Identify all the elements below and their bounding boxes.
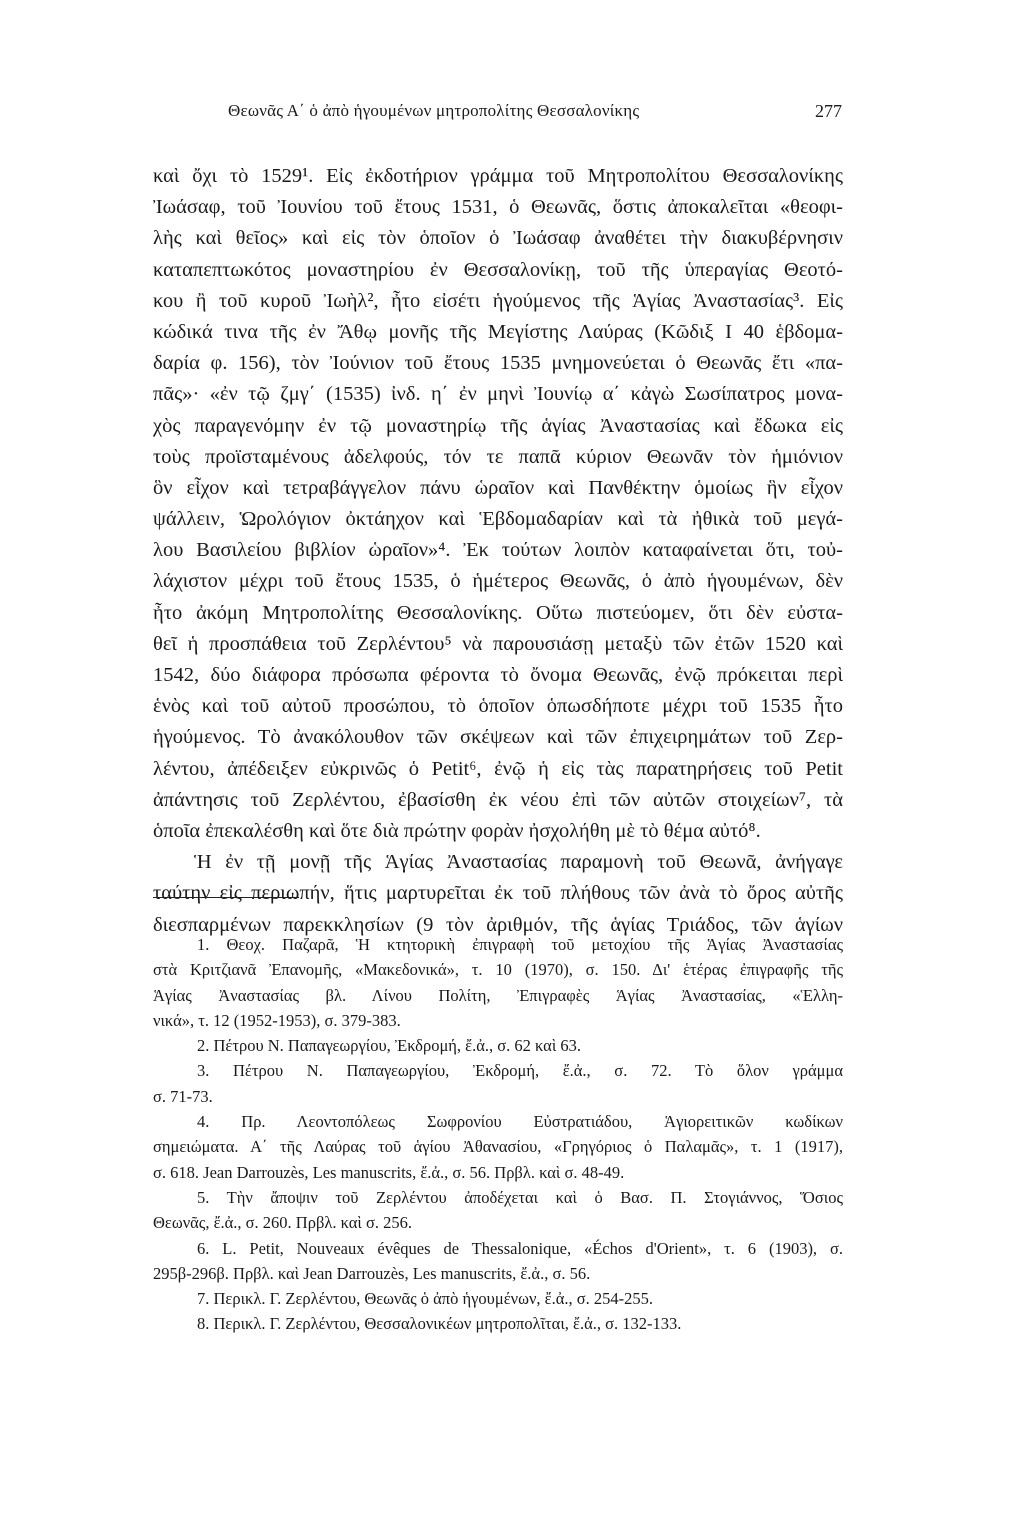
body-line: διεσπαρμένων παρεκκλησίων (9 τὸν ἀριθμόν, τῆς ἁγίας Τριάδος, τῶν ἁγίων [153, 913, 843, 936]
footnote-line: 6. L. Petit, Nouveaux évêques de Thessalonique, «Échos d'Orient», τ. 6 (1903), σ. [197, 1238, 843, 1258]
body-line: πᾶς»· «ἐν τῷ ζμγ΄ (1535) ἰνδ. η΄ ἐν μηνὶ Ἰουνίῳ α΄ κἀγὼ Σωσίπατρος μονα- [153, 383, 843, 406]
footnote-7 [153, 1286, 843, 1311]
footnote-line: 5. Τὴν ἄποψιν τοῦ Ζερλέντου ἀποδέχεται καὶ ὁ Βασ. Π. Στογιάννος, Ὅσιος [197, 1187, 843, 1207]
page-number: 277 [815, 101, 842, 121]
body-line: ἑνὸς καὶ τοῦ αὐτοῦ προσώπου, τὸ ὁποῖον ὁπωσδήποτε μέχρι τοῦ 1535 ἦτο [153, 695, 843, 718]
body-line: λέντου, ἀπέδειξεν εὐκρινῶς ὁ Petit⁶, ἐνῷ ἡ εἰς τὰς παρατηρήσεις τοῦ Petit [153, 757, 843, 780]
footnotes [153, 932, 843, 1337]
body-line: τοὺς προϊσταμένους ἀδελφούς, τόν τε παπᾶ κύριον Θεωνᾶν τὸν ἡμιόνιον [153, 445, 843, 468]
body-line: ταύτην εἰς περιωπήν, ἥτις μαρτυρεῖται ἐκ τοῦ πλήθους τῶν ἀνὰ τὸ ὄρος αὐτῆς [153, 882, 843, 905]
footnote-line: σ. 71-73. [153, 1086, 213, 1106]
body-line: κώδικά τινα τῆς ἐν Ἄθῳ μονῆς τῆς Μεγίστης Λαύρας (Κῶδιξ Ι 40 ἑβδομα- [153, 320, 843, 343]
body-line: 1542, δύο διάφορα πρόσωπα φέροντα τὸ ὄνομα Θεωνᾶς, ἐνῷ πρόκειται περὶ [153, 664, 843, 686]
running-head [150, 101, 842, 129]
footnote-line: 295β-296β. Πρβλ. καὶ Jean Darrouzès, Les manuscrits, ἔ.ἀ., σ. 56. [153, 1263, 591, 1283]
footnote-3 [153, 1058, 843, 1109]
body-line: Ἡ ἐν τῇ μονῇ τῆς Ἁγίας Ἀναστασίας παραμονὴ τοῦ Θεωνᾶ, ἀνήγαγε [194, 851, 843, 874]
footnote-line: σημειώματα. Α΄ τῆς Λαύρας τοῦ ἁγίου Ἀθανασίου, «Γρηγόριος ὁ Παλαμᾶς», τ. 1 (1917), [153, 1137, 843, 1157]
footnote-line: 3. Πέτρου Ν. Παπαγεωργίου, Ἐκδρομή, ἔ.ἀ., σ. 72. Τὸ ὅλον γράμμα [197, 1061, 843, 1081]
footnote-line: Ἁγίας Ἀναστασίας βλ. Λίνου Πολίτη, Ἐπιγραφὲς Ἁγίας Ἀναστασίας, «Ἑλλη- [153, 985, 843, 1005]
body-line: θεῖ ἡ προσπάθεια τοῦ Ζερλέντου⁵ νὰ παρουσιάσῃ μεταξὺ τῶν ἐτῶν 1520 καὶ [153, 632, 843, 655]
body-line: καὶ ὄχι τὸ 1529¹. Εἰς ἐκδοτήριον γράμμα τοῦ Μητροπολίτου Θεσσαλονίκης [153, 165, 843, 187]
body-line: ἡγούμενος. Τὸ ἀνακόλουθον τῶν σκέψεων καὶ τῶν ἐπιχειρημάτων τοῦ Ζερ- [153, 726, 843, 749]
body-line: Ἰωάσαφ, τοῦ Ἰουνίου τοῦ ἔτους 1531, ὁ Θεωνᾶς, ὅστις ἀποκαλεῖται «θεοφι- [153, 196, 843, 219]
body-text [153, 161, 843, 941]
body-line: ὃν εἶχον καὶ τετραβάγγελον πάνυ ὡραῖον καὶ Πανθέκτην ὁμοίως ἣν εἶχον [153, 476, 843, 499]
footnote-line: σ. 618. Jean Darrouzès, Les manuscrits, ἔ.ἀ., σ. 56. Πρβλ. καὶ σ. 48-49. [153, 1162, 625, 1182]
footnote-4 [153, 1109, 843, 1185]
footnote-line: 2. Πέτρου Ν. Παπαγεωργίου, Ἐκδρομή, ἔ.ἀ., σ. 62 καὶ 63. [197, 1036, 582, 1056]
footnote-5 [153, 1185, 843, 1236]
body-line: δαρία φ. 156), τὸν Ἰούνιον τοῦ ἔτους 1535 μνημονεύεται ὁ Θεωνᾶς ἔτι «πα- [153, 352, 843, 375]
body-line: ἀπάντησις τοῦ Ζερλέντου, ἐβασίσθη ἐκ νέου ἐπὶ τῶν αὐτῶν στοιχείων⁷, τὰ [153, 788, 843, 811]
footnote-line: 1. Θεοχ. Παζαρᾶ, Ἡ κτητορικὴ ἐπιγραφὴ τοῦ μετοχίου τῆς Ἁγίας Ἀναστασίας [197, 935, 843, 954]
footnote-line: 8. Περικλ. Γ. Ζερλέντου, Θεσσαλονικέων μητροπολῖται, ἔ.ἀ., σ. 132-133. [197, 1314, 682, 1334]
body-line: χὸς παραγενόμην ἐν τῷ μοναστηρίῳ τῆς ἁγίας Ἀναστασίας καὶ ἔδωκα εἰς [153, 414, 843, 437]
footnote-1 [153, 932, 843, 1033]
footnote-rule [153, 897, 299, 898]
body-line: λάχιστον μέχρι τοῦ ἔτους 1535, ὁ ἡμέτερος Θεωνᾶς, ὁ ἀπὸ ἡγουμένων, δὲν [153, 570, 843, 593]
body-line: ψάλλειν, Ὡρολόγιον ὀκτάηχον καὶ Ἑβδομαδαρίαν καὶ τὰ ἠθικὰ τοῦ μεγά- [153, 508, 843, 531]
body-line: λου Βασιλείου βιβλίον ὡραῖον»⁴. Ἐκ τούτων λοιπὸν καταφαίνεται ὅτι, τοὐ- [153, 539, 843, 562]
footnote-line: Θεωνᾶς, ἔ.ἀ., σ. 260. Πρβλ. καὶ σ. 256. [153, 1213, 413, 1233]
running-title: Θεωνᾶς Α΄ ὁ ἀπὸ ἡγουμένων μητροπολίτης Θεσσαλονίκης [228, 101, 640, 120]
body-line: ὁποῖα ἐπεκαλέσθη καὶ ὅτε διὰ πρώτην φορὰν ἠσχολήθη μὲ τὸ θέμα αὐτό⁸. [153, 819, 761, 842]
footnote-6 [153, 1236, 843, 1287]
footnote-line: στὰ Κριτζιανᾶ Ἐπανομῆς, «Μακεδονικά», τ. 10 (1970), σ. 150. Δι' ἑτέρας ἐπιγραφῆς τῆς [153, 960, 843, 980]
body-line: ἦτο ἀκόμη Μητροπολίτης Θεσσαλονίκης. Οὕτω πιστεύομεν, ὅτι δὲν εὐστα- [153, 601, 843, 624]
footnote-line: 4. Πρ. Λεοντοπόλεως Σωφρονίου Εὐστρατιάδου, Ἁγιορειτικῶν κωδίκων [197, 1112, 843, 1132]
body-line: καταπεπτωκότος μοναστηρίου ἐν Θεσσαλονίκῃ, τοῦ τῆς ὑπεραγίας Θεοτό- [153, 258, 843, 281]
footnote-2 [153, 1033, 843, 1058]
footnote-8 [153, 1311, 843, 1336]
footnote-line: 7. Περικλ. Γ. Ζερλέντου, Θεωνᾶς ὁ ἀπὸ ἡγουμένων, ἔ.ἀ., σ. 254-255. [197, 1289, 653, 1309]
body-line: κου ἢ τοῦ κυροῦ Ἰωὴλ², ἦτο εἰσέτι ἡγούμενος τῆς Ἁγίας Ἀναστασίας³. Εἰς [153, 289, 843, 312]
body-line: λὴς καὶ θεῖος» καὶ εἰς τὸν ὁποῖον ὁ Ἰωάσαφ ἀναθέτει τὴν διακυβέρνησιν [153, 227, 843, 250]
footnote-line: νικά», τ. 12 (1952-1953), σ. 379-383. [153, 1010, 401, 1030]
